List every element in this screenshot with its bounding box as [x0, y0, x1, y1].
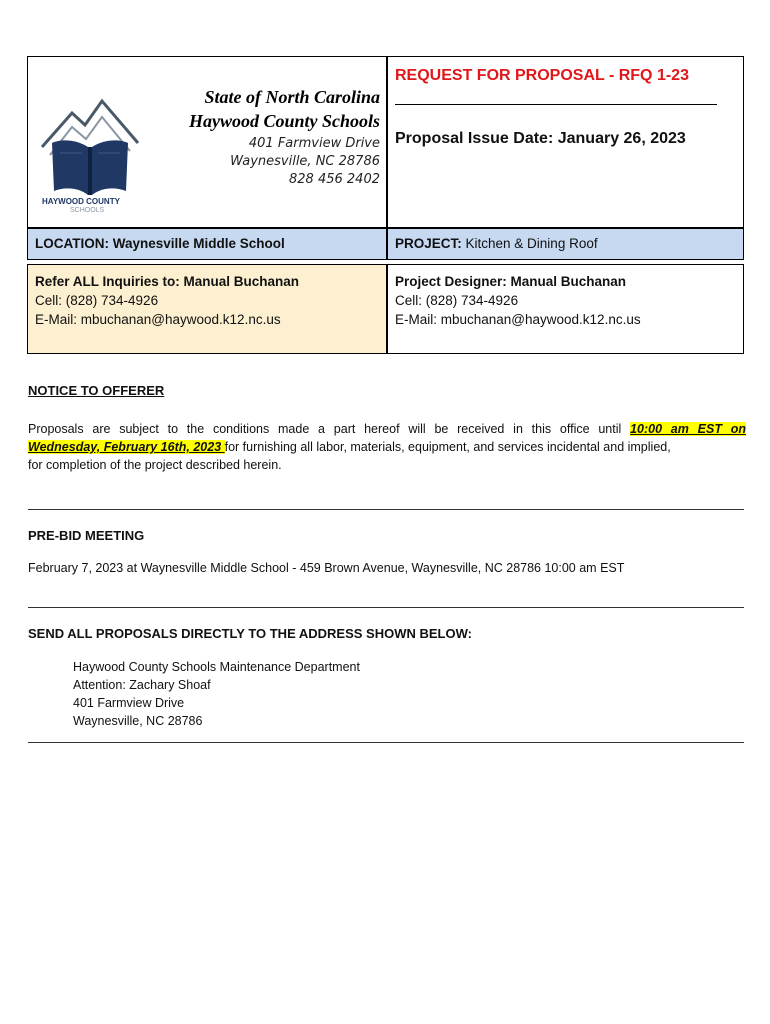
notice-line-1: [28, 420, 746, 438]
inquiries-cell-phone: Cell: (828) 734-4926: [35, 293, 159, 308]
notice-line-2: [28, 438, 746, 456]
rfq-underline: [395, 104, 717, 105]
notice-highlight-time: 10:00 am EST on: [630, 422, 746, 436]
rfq-cell: [387, 56, 744, 228]
location-cell: [27, 228, 387, 260]
designer-title: Project Designer: Manual Buchanan: [395, 274, 627, 289]
send-address-line-4: Waynesville, NC 28786: [73, 714, 203, 728]
rfq-title: REQUEST FOR PROPOSAL - RFQ 1-23: [395, 67, 689, 84]
project-label: PROJECT:: [395, 236, 462, 251]
notice-highlight-date: Wednesday, February 16th, 2023: [28, 440, 225, 454]
divider: [28, 509, 744, 510]
district-title: Haywood County Schools: [188, 111, 380, 131]
notice-line-3: for completion of the project described herein.: [28, 458, 282, 472]
inquiries-cell: [27, 264, 387, 354]
header-table: [27, 56, 744, 354]
project-text: [395, 236, 598, 251]
project-value: Kitchen & Dining Roof: [461, 236, 598, 251]
logo-text-1: HAYWOOD COUNTY: [42, 197, 120, 206]
divider: [28, 607, 744, 608]
book-mountain-icon: [40, 95, 140, 205]
prebid-text: February 7, 2023 at Waynesville Middle School - 459 Brown Avenue, Waynesville, NC 28786 10:00 am EST: [28, 561, 625, 575]
inquiries-title: Refer ALL Inquiries to: Manual Buchanan: [35, 274, 300, 289]
inquiries-email: E-Mail: mbuchanan@haywood.k12.nc.us: [35, 312, 281, 327]
prebid-heading: PRE-BID MEETING: [28, 528, 145, 543]
state-title: State of North Carolina: [204, 87, 380, 107]
divider: [28, 742, 744, 743]
district-address-1: 401 Farmview Drive: [248, 136, 380, 151]
issue-date: Proposal Issue Date: January 26, 2023: [395, 130, 686, 147]
logo-text-2: SCHOOLS: [70, 207, 105, 214]
notice-paragraph: [28, 420, 746, 474]
district-cell: [27, 56, 387, 228]
project-cell: [387, 228, 744, 260]
designer-cell-phone: Cell: (828) 734-4926: [395, 293, 519, 308]
designer-email: E-Mail: mbuchanan@haywood.k12.nc.us: [395, 312, 641, 327]
send-address-line-3: 401 Farmview Drive: [73, 696, 185, 710]
notice-text-after: for furnishing all labor, materials, equipment, and services incidental and implied,: [224, 440, 671, 454]
designer-cell: [387, 264, 744, 354]
district-address-2: Waynesville, NC 28786: [230, 154, 380, 169]
haywood-schools-logo: [40, 95, 140, 225]
district-phone: 828 456 2402: [289, 172, 380, 187]
send-address-line-2: Attention: Zachary Shoaf: [73, 678, 211, 692]
send-heading: SEND ALL PROPOSALS DIRECTLY TO THE ADDRESS SHOWN BELOW:: [28, 626, 472, 641]
notice-text-before: Proposals are subject to the conditions made a part hereof will be received in this office until: [28, 422, 631, 436]
send-address-line-1: Haywood County Schools Maintenance Department: [73, 660, 360, 674]
location-label: LOCATION: Waynesville Middle School: [35, 236, 285, 251]
notice-heading: NOTICE TO OFFERER: [28, 383, 165, 398]
